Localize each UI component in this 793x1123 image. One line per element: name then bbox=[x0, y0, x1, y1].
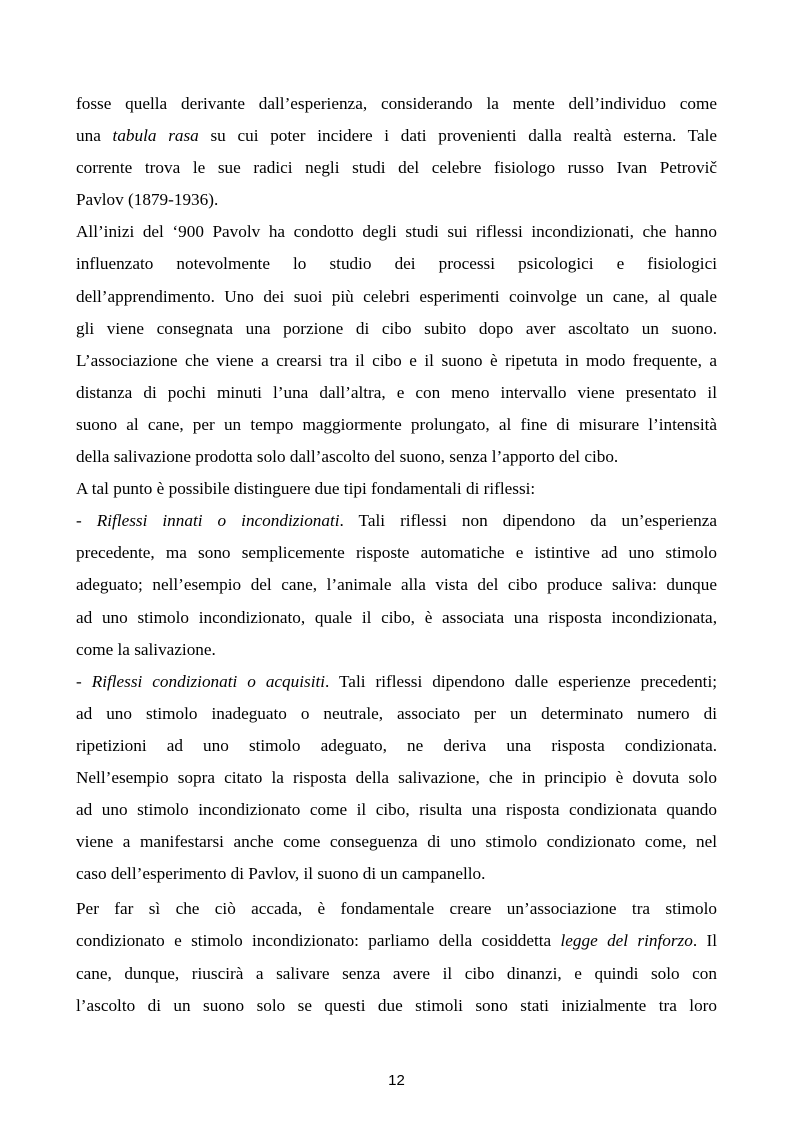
text-line: influenzato notevolmente lo studio dei processi psicologici e fisiologici bbox=[76, 254, 717, 274]
italic-term: tabula rasa bbox=[112, 126, 199, 146]
text-line: gli viene consegnata una porzione di cibo subito dopo aver ascoltato un suono. bbox=[76, 318, 717, 338]
text-line: - Riflessi condizionati o acquisiti. Tali riflessi dipendono dalle esperienze precedenti; bbox=[76, 671, 717, 691]
text-line: precedente, ma sono semplicemente risposte automatiche e istintive ad uno stimolo bbox=[76, 543, 717, 563]
text-line: come la salivazione. bbox=[76, 639, 216, 659]
text-line: All’inizi del ‘900 Pavolv ha condotto degli studi sui riflessi incondizionati, che hanno bbox=[76, 222, 717, 242]
text-line: condizionato e stimolo incondizionato: parliamo della cosiddetta legge del rinforzo. Il bbox=[76, 931, 717, 951]
text-line: corrente trova le sue radici negli studi del celebre fisiologo russo Ivan Petrovič bbox=[76, 158, 717, 178]
text-line: Pavlov (1879-1936). bbox=[76, 190, 219, 210]
text-line: L’associazione che viene a crearsi tra il cibo e il suono è ripetuta in modo frequente, a bbox=[76, 350, 717, 370]
text-line: dell’apprendimento. Uno dei suoi più celebri esperimenti coinvolge un cane, al quale bbox=[76, 286, 717, 306]
text-line: - Riflessi innati o incondizionati. Tali riflessi non dipendono da un’esperienza bbox=[76, 511, 717, 531]
text-line: A tal punto è possibile distinguere due tipi fondamentali di riflessi: bbox=[76, 479, 536, 499]
text-line: caso dell’esperimento di Pavlov, il suono di un campanello. bbox=[76, 864, 486, 884]
document-body bbox=[76, 88, 717, 1022]
text-line: l’ascolto di un suono solo se questi due stimoli sono stati inizialmente tra loro bbox=[76, 995, 717, 1015]
text-line: cane, dunque, riuscirà a salivare senza avere il cibo dinanzi, e quindi solo con bbox=[76, 963, 717, 983]
text-line: una tabula rasa su cui poter incidere i dati provenienti dalla realtà esterna. Tale bbox=[76, 126, 717, 146]
italic-term: Riflessi innati o incondizionati bbox=[96, 511, 340, 531]
text-line: ripetizioni ad uno stimolo adeguato, ne deriva una risposta condizionata. bbox=[76, 735, 717, 755]
text-line: suono al cane, per un tempo maggiormente prolungato, al fine di misurare l’intensità bbox=[76, 414, 717, 434]
text-line: ad uno stimolo incondizionato come il cibo, risulta una risposta condizionata quando bbox=[76, 800, 717, 820]
text-line: ad uno stimolo incondizionato, quale il cibo, è associata una risposta incondizionata, bbox=[76, 607, 717, 627]
page-number: 12 bbox=[388, 1072, 405, 1089]
text-line: fosse quella derivante dall’esperienza, considerando la mente dell’individuo come bbox=[76, 94, 717, 113]
text-line: viene a manifestarsi anche come conseguenza di uno stimolo condizionato come, nel bbox=[76, 832, 717, 852]
italic-term: Riflessi condizionati o acquisiti bbox=[91, 671, 326, 691]
text-line: Nell’esempio sopra citato la risposta della salivazione, che in principio è dovuta solo bbox=[76, 767, 717, 787]
text-line: Per far sì che ciò accada, è fondamentale creare un’associazione tra stimolo bbox=[76, 899, 717, 919]
text-line: adeguato; nell’esempio del cane, l’animale alla vista del cibo produce saliva: dunque bbox=[76, 575, 717, 595]
text-line: distanza di pochi minuti l’una dall’altra, e con meno intervallo viene presentato il bbox=[76, 382, 717, 402]
italic-term: legge del rinforzo bbox=[560, 931, 693, 951]
text-line: della salivazione prodotta solo dall’ascolto del suono, senza l’apporto del cibo. bbox=[76, 447, 619, 467]
text-line: ad uno stimolo inadeguato o neutrale, associato per un determinato numero di bbox=[76, 703, 717, 723]
